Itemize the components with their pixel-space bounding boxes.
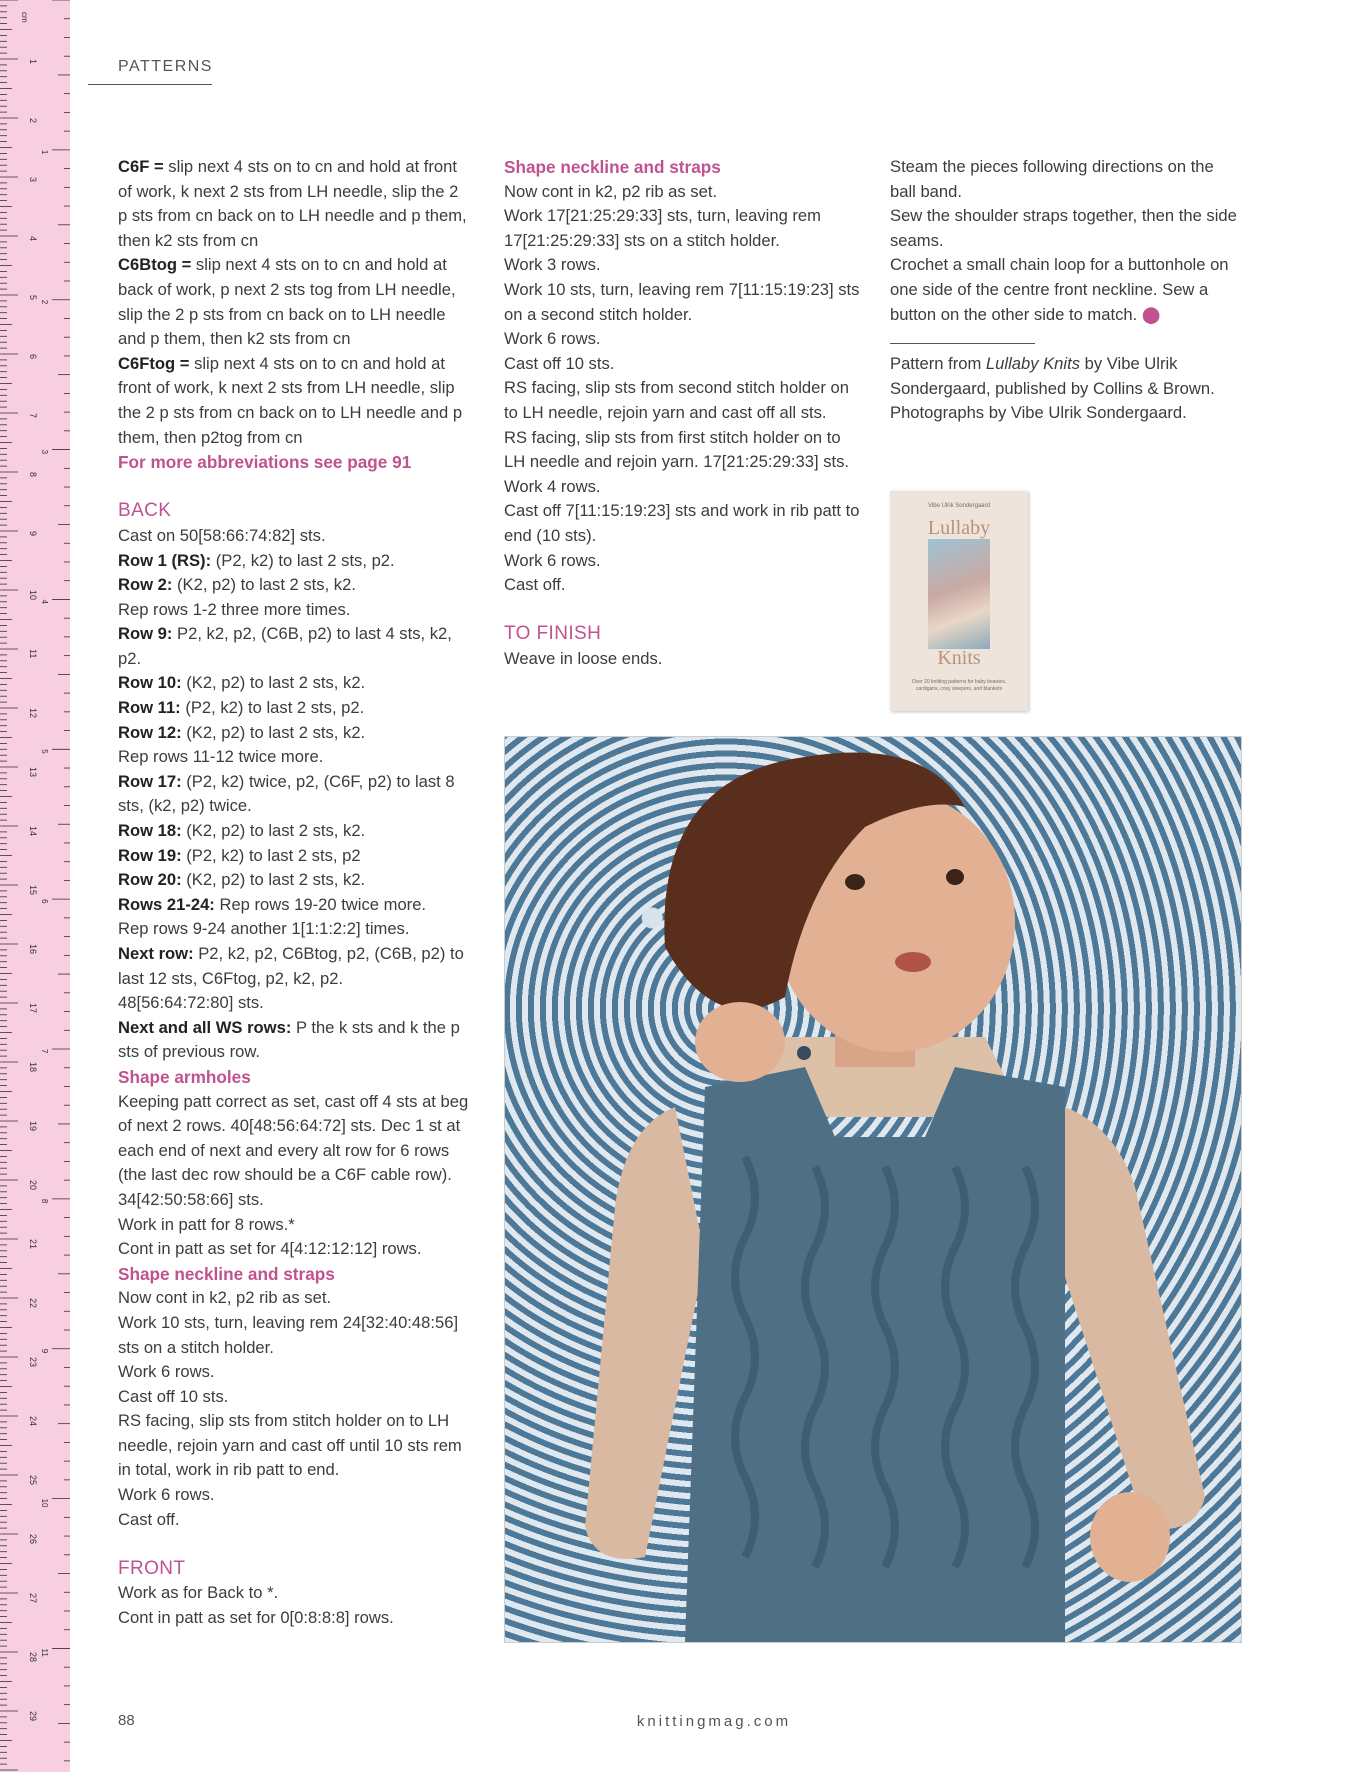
to-finish-text: Weave in loose ends. <box>504 648 663 668</box>
book-cover-photo <box>928 539 990 649</box>
ruler-cm-label: 14 <box>28 826 38 837</box>
footer-url[interactable]: knittingmag.com <box>636 1713 792 1730</box>
front-neck-8: RS facing, slip sts from first stitch holder on to LH needle and rejoin yarn. 17[21:25:29:33] sts. <box>504 427 850 472</box>
neckline-heading-front: Shape neckline and straps <box>504 157 721 177</box>
hand <box>695 1002 785 1082</box>
ruler-cm-label: 28 <box>28 1652 38 1663</box>
armholes-heading: Shape armholes <box>118 1066 251 1087</box>
ruler-cm-label: 10 <box>28 590 38 601</box>
ruler-cm-label: 7 <box>28 413 38 419</box>
finish-step-2: Sew the shoulder straps together, then the side seams. <box>890 206 1237 250</box>
ruler-cm-label: 21 <box>28 1239 38 1250</box>
neckline-heading-back: Shape neckline and straps <box>118 1263 335 1284</box>
stitch-count-48: 48[56:64:72:80] sts. <box>118 993 264 1013</box>
rep-rows-1-2: Rep rows 1-2 three more times. <box>118 599 351 619</box>
cable-knit-tank <box>685 1067 1065 1642</box>
rep-rows-11-12: Rep rows 11-12 twice more. <box>118 747 324 767</box>
ruler-inch-label: 3 <box>40 449 49 455</box>
ruler-cm-label: 12 <box>28 708 38 719</box>
ruler-inch-label: 6 <box>40 899 49 904</box>
armholes-text: Keeping patt correct as set, cast off 4 sts at beg of next 2 rows. 40[48:56:64:72] sts. Dec 1 st at each end of next and every alt row for 6 rows (the last dec row should be a C6F cable row). 34[42:50:58:66] sts. <box>118 1091 469 1209</box>
section-header: PATTERNS <box>118 58 213 75</box>
ruler-cm-label: 23 <box>28 1357 38 1368</box>
cast-on: Cast on 50[58:66:74:82] sts. <box>118 525 326 545</box>
row-12: Row 12: (K2, p2) to last 2 sts, k2. <box>118 722 366 742</box>
front-neck-10: Cast off 7[11:15:19:23] sts and work in rib patt to end (10 sts). <box>504 501 860 545</box>
column-3 <box>890 155 1240 426</box>
ruler-cm-label: 8 <box>28 472 38 478</box>
neck-step-5: RS facing, slip sts from stitch holder on to LH needle, rejoin yarn and cast off until 10 sts rem in total, work in rib patt to end. <box>118 1411 462 1480</box>
ruler-cm-label: 15 <box>28 885 38 896</box>
ruler-cm-label: 27 <box>28 1593 38 1604</box>
measuring-ruler <box>0 0 70 1772</box>
ruler-cm-label: 24 <box>28 1416 38 1427</box>
ruler-inch-label: 1 <box>40 149 49 155</box>
row-20: Row 20: (K2, p2) to last 2 sts, k2. <box>118 870 366 890</box>
credit-rule <box>890 343 1035 344</box>
column-2 <box>504 155 860 671</box>
ruler-inch-label: 7 <box>40 1049 49 1054</box>
child-in-cable-knit-tank-photo <box>504 736 1242 1643</box>
ruler-cm-label: 11 <box>28 649 38 659</box>
ruler-cm-label: 2 <box>28 118 38 124</box>
neck-step-4: Cast off 10 sts. <box>118 1386 229 1406</box>
ruler-cm-label: 16 <box>28 944 38 955</box>
front-neck-9: Work 4 rows. <box>504 476 601 496</box>
ws-rows: Next and all WS rows: P the k sts and k the p sts of previous row. <box>118 1017 460 1062</box>
neck-step-7: Cast off. <box>118 1509 180 1529</box>
row-2: Row 2: (K2, p2) to last 2 sts, k2. <box>118 575 356 595</box>
ruler-cm-label: 22 <box>28 1298 38 1309</box>
row-18: Row 18: (K2, p2) to last 2 sts, k2. <box>118 821 366 841</box>
neck-step-6: Work 6 rows. <box>118 1485 215 1505</box>
left-eye <box>845 874 865 890</box>
row-10: Row 10: (K2, p2) to last 2 sts, k2. <box>118 673 366 693</box>
ruler-inch-label: 11 <box>40 1648 49 1657</box>
credit: Pattern from Lullaby Knits by Vibe Ulrik Sondergaard, published by Collins & Brown. Photographs by Vibe Ulrik Sondergaard. <box>890 354 1215 423</box>
front-neck-7: RS facing, slip sts from second stitch holder on to LH needle, rejoin yarn and cast off all sts. <box>504 378 849 422</box>
ruler-cm-label: 29 <box>28 1711 38 1722</box>
front-neck-6: Cast off 10 sts. <box>504 353 615 373</box>
finish-step-3: Crochet a small chain loop for a buttonhole on one side of the centre front neckline. Sew a button on the other side to match. ⬤ <box>890 255 1229 324</box>
photo-illustration <box>505 737 1241 1642</box>
book-tagline: Over 20 knitting patterns for baby beanies, cardigans, cosy sleepers, and blankets <box>911 679 1007 692</box>
front-neck-4: Work 10 sts, turn, leaving rem 7[11:15:19:23] sts on a second stitch holder. <box>504 279 860 324</box>
left-sleeve <box>585 1107 705 1559</box>
neck-step-3: Work 6 rows. <box>118 1362 215 1382</box>
row-11: Row 11: (P2, k2) to last 2 sts, p2. <box>118 698 365 718</box>
other-hand <box>1090 1492 1170 1582</box>
ruler-inch-label: 5 <box>40 749 49 754</box>
more-abbreviations-link[interactable]: For more abbreviations see page 91 <box>118 452 412 473</box>
ruler-scale <box>0 0 70 1772</box>
rep-rows-9-24: Rep rows 9-24 another 1[1:1:2:2] times. <box>118 919 410 939</box>
front-neck-12: Cast off. <box>504 575 566 595</box>
ruler-inch-label: 4 <box>40 599 49 604</box>
ruler-inch-label: 9 <box>40 1348 49 1354</box>
mouth <box>895 952 931 972</box>
front-step-2: Cont in patt as set for 0[0:8:8:8] rows. <box>118 1608 394 1628</box>
abbrev-c6ftog: C6Ftog = slip next 4 sts on to cn and hold at front of work, k next 2 sts from LH needle, slip the 2 p sts from cn back on to LH needle and p them, then p2tog from cn <box>118 353 463 447</box>
abbrev-c6btog: C6Btog = slip next 4 sts on to cn and hold at back of work, p next 2 sts tog from LH needle, slip the 2 p sts from cn back on to LH needle and p them, then k2 sts from cn <box>118 255 456 349</box>
row-9: Row 9: P2, k2, p2, (C6B, p2) to last 4 sts, k2, p2. <box>118 624 452 668</box>
ruler-cm-label: 3 <box>28 177 38 183</box>
front-neck-2: Work 17[21:25:29:33] sts, turn, leaving rem 17[21:25:29:33] sts on a stitch holder. <box>504 206 821 250</box>
ruler-inch-label: 2 <box>40 299 49 305</box>
work-patt: Work in patt for 8 rows.* <box>118 1214 295 1234</box>
right-eye <box>946 869 964 885</box>
abbrev-c6f: C6F = slip next 4 sts on to cn and hold at front of work, k next 2 sts from LH needle, slip the 2 p sts from cn back on to LH needle and p them, then k2 sts from cn <box>118 157 467 250</box>
ruler-inch-label: 8 <box>40 1198 49 1204</box>
to-finish-heading: TO FINISH <box>504 623 602 645</box>
ruler-cm-label: 4 <box>28 236 38 242</box>
ruler-cm-label: 20 <box>28 1180 38 1191</box>
ruler-cm-label: 17 <box>28 1003 38 1014</box>
header-rule <box>88 84 212 85</box>
ruler-cm-label: 18 <box>28 1062 38 1073</box>
end-mark-icon: ⬤ <box>1141 304 1161 324</box>
next-row: Next row: P2, k2, p2, C6Btog, p2, (C6B, p2) to last 12 sts, C6Ftog, p2, k2, p2. <box>118 944 464 988</box>
front-neck-11: Work 6 rows. <box>504 550 601 570</box>
ruler-cm-label: 25 <box>28 1475 38 1486</box>
book-title-bottom: Knits <box>937 647 981 669</box>
row-19: Row 19: (P2, k2) to last 2 sts, p2 <box>118 845 361 865</box>
rows-21-24: Rows 21-24: Rep rows 19-20 twice more. <box>118 894 427 914</box>
column-1 <box>118 155 472 1631</box>
front-neck-1: Now cont in k2, p2 rib as set. <box>504 181 718 201</box>
ruler-cm-label: 5 <box>28 295 38 301</box>
ruler-cm-label: 26 <box>28 1534 38 1545</box>
back-heading: BACK <box>118 500 172 522</box>
ruler-cm-label: 6 <box>28 354 38 360</box>
neck-step-2: Work 10 sts, turn, leaving rem 24[32:40:48:56] sts on a stitch holder. <box>118 1312 459 1357</box>
ruler-inch-label: 10 <box>40 1498 49 1508</box>
cont-patt: Cont in patt as set for 4[4:12:12:12] rows. <box>118 1239 422 1259</box>
front-heading: FRONT <box>118 1557 186 1579</box>
front-neck-3: Work 3 rows. <box>504 255 601 275</box>
front-neck-5: Work 6 rows. <box>504 329 601 349</box>
front-step-1: Work as for Back to *. <box>118 1583 279 1603</box>
right-sleeve <box>1065 1107 1205 1529</box>
neck-step-1: Now cont in k2, p2 rib as set. <box>118 1288 332 1308</box>
finish-step-1: Steam the pieces following directions on the ball band. <box>890 157 1214 201</box>
ruler-unit-label: cm <box>20 12 29 23</box>
book-author: Vibe Ulrik Sondergaard <box>928 503 990 509</box>
page-number: 88 <box>118 1712 135 1729</box>
ruler-cm-label: 13 <box>28 767 38 778</box>
button-icon <box>797 1046 811 1060</box>
book-cover <box>890 491 1028 711</box>
ruler-cm-label: 19 <box>28 1121 38 1132</box>
row-17: Row 17: (P2, k2) twice, p2, (C6F, p2) to last 8 sts, (k2, p2) twice. <box>118 771 455 816</box>
book-title-top: Lullaby <box>927 517 991 539</box>
ruler-cm-label: 1 <box>28 59 38 65</box>
row-1: Row 1 (RS): (P2, k2) to last 2 sts, p2. <box>118 550 395 570</box>
ruler-cm-label: 9 <box>28 531 38 537</box>
